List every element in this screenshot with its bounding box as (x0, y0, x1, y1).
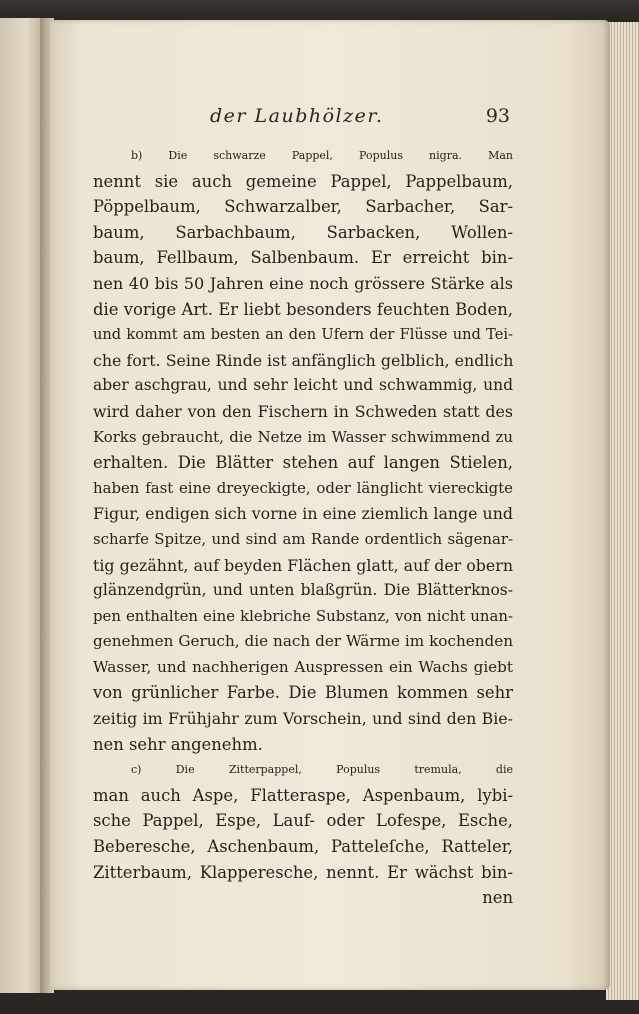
page-header (210, 105, 510, 133)
text-line: von grünlicher Farbe. Die Blumen kommen sehr (93, 683, 513, 703)
facing-page-edge (0, 18, 45, 993)
text-line: nen sehr angenehm. (93, 734, 263, 754)
text-line: sche Pappel, Espe, Lauf- oder Lofespe, Esche, (93, 811, 513, 831)
text-line: baum, Sarbachbaum, Sarbacken, Wollen- (93, 222, 513, 242)
text-line: zeitig im Frühjahr zum Vorschein, und sind den Bie- (93, 709, 513, 729)
text-line: erhalten. Die Blätter stehen auf langen Stielen, (93, 453, 513, 473)
page-number: 93 (485, 105, 510, 127)
text-line: b) Die schwarze Pappel, Populus nigra. Man (131, 149, 513, 162)
text-line: aber aschgrau, und sehr leicht und schwammig, und (93, 376, 513, 395)
text-line: und kommt am besten an den Ufern der Flüsse und Tei- (93, 326, 513, 344)
running-head: der Laubhölzer. (210, 105, 384, 127)
text-line: Zitterbaum, Klapperesche, nennt. Er wächst bin- (93, 862, 513, 882)
body-text (93, 143, 513, 911)
text-line: pen enthalten eine klebriche Substanz, von nicht unan- (93, 606, 513, 625)
text-line: baum, Fellbaum, Salbenbaum. Er erreicht bin- (93, 248, 513, 268)
text-line: Korks gebraucht, die Netze im Wasser schwimmend zu (93, 427, 513, 446)
text-line: glänzendgrün, und unten blaßgrün. Die Blätterknos- (93, 581, 513, 600)
text-line: tig gezähnt, auf beyden Flächen glatt, auf der obern (93, 555, 513, 575)
text-line: che fort. Seine Rinde ist anfänglich gelblich, endlich (93, 350, 514, 370)
text-line: Figur, endigen sich vorne in eine ziemlich lange und (93, 504, 513, 524)
text-line: Wasser, und nachherigen Auspressen ein Wachs giebt (93, 657, 513, 676)
text-line: c) Die Zitterpappel, Populus tremula, die (131, 763, 513, 777)
text-line: die vorige Art. Er liebt besonders feuchten Boden, (93, 299, 513, 319)
text-line: Beberesche, Aschenbaum, Patteleſche, Ratteler, (93, 837, 513, 857)
text-line: man auch Aspe, Flatteraspe, Aspenbaum, lybi- (93, 785, 513, 805)
page-stack-edge (606, 22, 639, 1000)
text-line: nennt sie auch gemeine Pappel, Pappelbaum, (93, 171, 513, 191)
text-line: scharfe Spitze, und sind am Rande ordentlich sägenar- (93, 529, 513, 548)
text-line: Pöppelbaum, Schwarzalber, Sarbacher, Sar- (93, 197, 513, 217)
text-line: haben fast eine dreyeckigte, oder länglicht viereckigte (93, 478, 513, 497)
text-line: nen 40 bis 50 Jahren eine noch grössere Stärke als (93, 273, 513, 293)
text-line: wird daher von den Fischern in Schweden statt des (93, 401, 513, 421)
text-line: genehmen Geruch, die nach der Wärme im kochenden (93, 632, 513, 651)
catchword: nen (482, 888, 513, 908)
